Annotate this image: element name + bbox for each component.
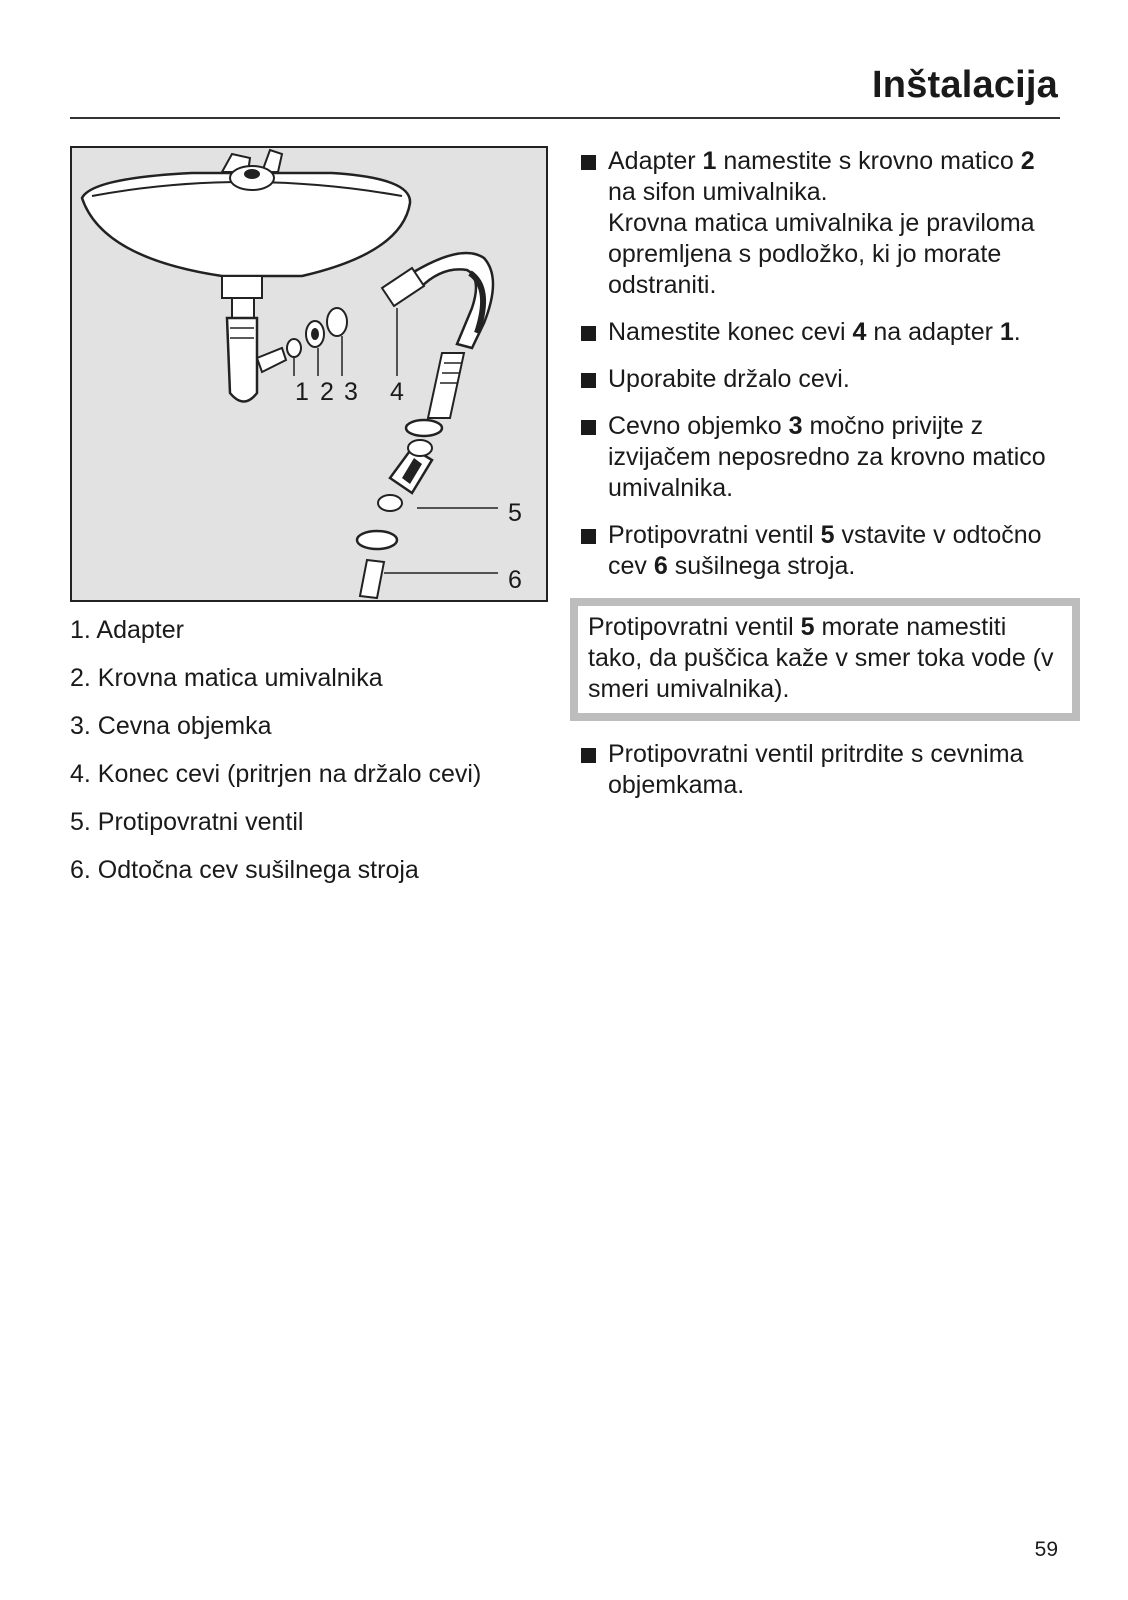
callout-4: 4 [390, 378, 404, 406]
sink-drain-drawing [72, 148, 546, 600]
installation-illustration [70, 146, 548, 602]
square-bullet-icon [581, 420, 596, 435]
callout-1: 1 [295, 378, 309, 406]
step-1: Adapter 1 namestite s krovno matico 2 na sifon umivalnika. Krovna matica umivalnika je praviloma opremljena s podložko, ki jo morate odstraniti. [580, 146, 1060, 301]
callout-2: 2 [320, 378, 334, 406]
step-3: Uporabite držalo cevi. [580, 364, 1060, 395]
callout-5: 5 [508, 499, 522, 527]
step-5: Protipovratni ventil 5 vstavite v odtočno cev 6 sušilnega stroja. [580, 520, 1060, 582]
square-bullet-icon [581, 155, 596, 170]
callout-6: 6 [508, 566, 522, 594]
step-4: Cevno objemko 3 močno privijte z izvijačem neposredno za krovno matico umivalnika. [580, 411, 1060, 504]
square-bullet-icon [581, 748, 596, 763]
callout-3: 3 [344, 378, 358, 406]
legend-item: 3. Cevna objemka [70, 712, 272, 740]
legend-item: 6. Odtočna cev sušilnega stroja [70, 856, 419, 884]
instruction-steps [580, 146, 1060, 817]
square-bullet-icon [581, 373, 596, 388]
legend-item: 4. Konec cevi (pritrjen na držalo cevi) [70, 760, 482, 788]
step-6: Protipovratni ventil pritrdite s cevnima objemkama. [580, 739, 1060, 801]
legend-item: 5. Protipovratni ventil [70, 808, 304, 836]
page-title: Inštalacija [872, 64, 1058, 106]
header-rule [70, 117, 1060, 119]
square-bullet-icon [581, 326, 596, 341]
page-number: 59 [1034, 1538, 1058, 1561]
legend-item: 1. Adapter [70, 616, 184, 644]
square-bullet-icon [581, 529, 596, 544]
note-box: Protipovratni ventil 5 morate namestiti tako, da puščica kaže v smer toka vode (v smeri umivalnika). [570, 598, 1080, 721]
legend-item: 2. Krovna matica umivalnika [70, 664, 383, 692]
parts-legend [70, 614, 540, 902]
step-2: Namestite konec cevi 4 na adapter 1. [580, 317, 1060, 348]
